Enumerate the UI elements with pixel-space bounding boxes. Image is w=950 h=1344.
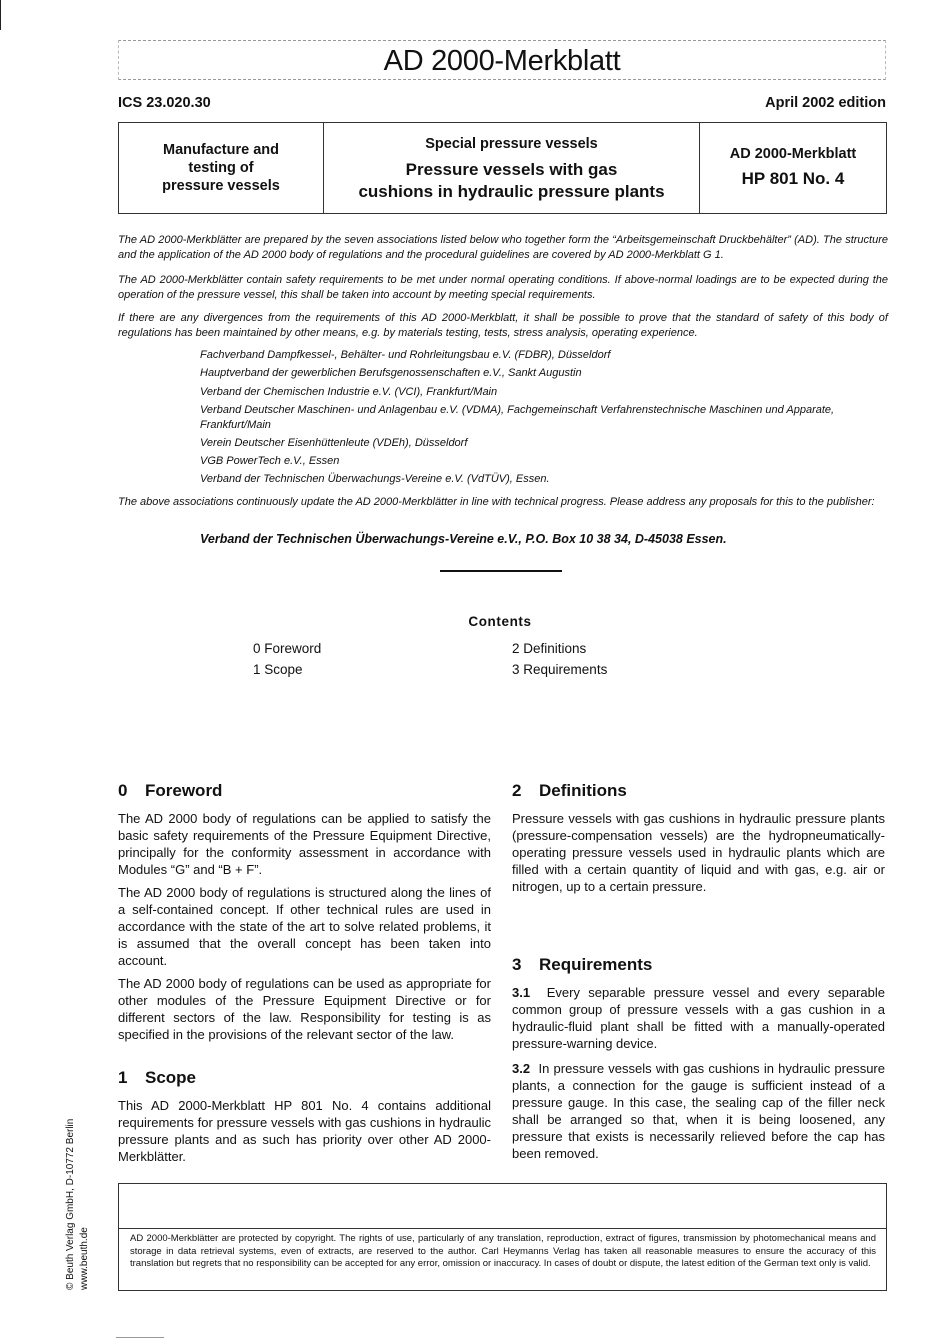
header-document-id [700, 123, 886, 213]
section-number: 0 [118, 781, 128, 800]
crop-mark [0, 0, 1, 30]
side-publisher-line: © Beuth Verlag GmbH, D-10772 Berlin [65, 1118, 76, 1290]
toc-item[interactable] [512, 659, 607, 680]
requirement-3-1 [512, 984, 885, 1052]
requirements-body [512, 984, 885, 1168]
requirement-3-2 [512, 1060, 885, 1162]
header-subtitle: Special pressure vessels [425, 136, 598, 152]
footer-rule [116, 1337, 164, 1338]
header-subject [324, 123, 700, 213]
divider [440, 570, 562, 572]
clause-number: 3.2 [512, 1061, 531, 1076]
association-item: Fachverband Dampfkessel-, Behälter- und Rohrleitungsbau e.V. (FDBR), Düsseldorf [200, 349, 611, 361]
toc-label: Scope [264, 662, 303, 677]
intro-paragraph: If there are any divergences from the requirements of this AD 2000-Merkblatt, it shall be possible to prove that the standard of safety of this body of regulations has been maintained by other means, e.g. by materials testing, tests, stress analysis, operating experience. [118, 312, 888, 339]
association-item: Verein Deutscher Eisenhüttenleute (VDEh), Düsseldorf [200, 437, 468, 449]
section-heading-foreword [118, 781, 222, 801]
header-main-title [324, 159, 699, 203]
toc-label: Requirements [523, 662, 608, 677]
header-category-line: Manufacture and [162, 142, 279, 158]
association-item: Verband der Chemischen Industrie e.V. (VCI), Frankfurt/Main [200, 386, 498, 398]
toc-item[interactable] [253, 659, 303, 680]
title-box [118, 40, 886, 80]
header-category-line: pressure vessels [162, 178, 280, 194]
document-title: AD 2000-Merkblatt [383, 45, 621, 77]
section-title: Foreword [145, 781, 223, 800]
section-number: 2 [512, 781, 522, 800]
header-series: AD 2000-Merkblatt [729, 146, 857, 162]
header-category-line: testing of [188, 160, 254, 176]
toc-label: Definitions [523, 641, 587, 656]
association-item: Verband der Technischen Überwachungs-Vereine e.V. (VdTÜV), Essen. [200, 473, 550, 485]
toc-number: 2 [512, 641, 520, 656]
section-title: Scope [145, 1068, 197, 1087]
copyright-notice: AD 2000-Merkblätter are protected by copyright. The rights of use, particularly of any translation, reproduction, extract of figures, transmission by photomechanical means and storage in data retrieval systems, even of extracts, are reserved to the author. Carl Heymanns Verlag has taken all reasonable measures to ensure the accuracy of this translation but regrets that no responsibility can be accepted for any error, omission or inaccuracy. In cases of doubt or dispute, the latest edition of the German text only is valid. [130, 1233, 876, 1269]
intro-paragraph: The AD 2000-Merkblätter are prepared by the seven associations listed below who together form the “Arbeitsgemeinschaft Druckbehälter” (AD). The structure and the application of the AD 2000 body of regulations and the procedural guidelines are covered by AD 2000-Merkblatt G 1. [118, 234, 888, 261]
toc-label: Foreword [264, 641, 322, 656]
toc-number: 1 [253, 662, 261, 677]
section-title: Definitions [539, 781, 627, 800]
section-heading-definitions [512, 781, 627, 801]
association-item: Hauptverband der gewerblichen Berufsgenossenschaften e.V., Sankt Augustin [200, 367, 582, 379]
update-note: The above associations continuously update the AD 2000-Merkblätter in line with technical progress. Please address any proposals for this to the publisher: [118, 496, 875, 508]
clause-text: In pressure vessels with gas cushions in hydraulic pressure plants, a connection for the gauge is sufficient instead of a pressure gauge. In this case, the sealing cap of the filler neck shall be arranged so that, when it is being loosened, any pressure that exists is necessarily relieved before the cap has been removed. [512, 1061, 885, 1161]
toc-number: 3 [512, 662, 520, 677]
header-title-line: cushions in hydraulic pressure plants [358, 182, 665, 201]
intro-paragraph: The AD 2000-Merkblätter contain safety requirements to be met under normal operating conditions. If above-normal loadings are to be expected during the operation of the pressure vessel, this shall be taken into account by meeting special requirements. [118, 274, 888, 301]
association-item: VGB PowerTech e.V., Essen [200, 455, 340, 467]
ics-code: ICS 23.020.30 [118, 95, 211, 111]
toc-item[interactable] [512, 638, 586, 659]
toc-item[interactable] [253, 638, 321, 659]
publisher-address: Verband der Technischen Überwachungs-Vereine e.V., P.O. Box 10 38 34, D-45038 Essen. [200, 532, 727, 546]
edition-date: April 2002 edition [765, 95, 886, 111]
toc-number: 0 [253, 641, 261, 656]
section-title: Requirements [539, 955, 653, 974]
side-publisher-note [64, 1100, 90, 1290]
clause-number: 3.1 [512, 985, 531, 1000]
header-number: HP 801 No. 4 [741, 169, 845, 188]
clause-text: Every separable pressure vessel and every separable common group of pressure vessels with a gas cushion in a hydraulic-fluid plant shall be fitted with a manually-operated pressure-warning device. [512, 985, 885, 1051]
definitions-body [512, 810, 885, 901]
foreword-body [118, 810, 491, 1049]
header-category [119, 123, 324, 213]
association-item: Verband Deutscher Maschinen- und Anlagenbau e.V. (VDMA), Fachgemeinschaft Verfahrenstechnische Maschinen und Apparate, Frankfurt/Main [200, 404, 835, 431]
section-heading-requirements [512, 955, 652, 975]
paragraph: The AD 2000 body of regulations can be applied to satisfy the basic safety requirements of the Pressure Equipment Directive, principally for the conformity assessment in accordance with Modules “G” and “B + F”. [118, 811, 491, 877]
scope-body [118, 1097, 491, 1171]
copyright-divider [119, 1228, 886, 1229]
paragraph: The AD 2000 body of regulations can be used as appropriate for other modules of the Pressure Equipment Directive or for different sectors of the law. Responsibility for testing is as specified in the provisions of the relevant sector of the law. [118, 976, 491, 1042]
contents-heading: Contents [468, 614, 532, 629]
header-table [118, 122, 887, 214]
section-number: 3 [512, 955, 522, 974]
section-number: 1 [118, 1068, 128, 1087]
section-heading-scope [118, 1068, 196, 1088]
side-publisher-url[interactable]: www.beuth.de [79, 1227, 90, 1290]
header-title-line: Pressure vessels with gas [405, 160, 618, 179]
paragraph: Pressure vessels with gas cushions in hydraulic pressure plants (pressure-compensation vessels) are the hydropneumatically-operating pressure vessels used in hydraulic plants which are filled with a certain quantity of liquid and with gas, e.g. air or nitrogen, up to a certain pressure. [512, 811, 885, 894]
paragraph: This AD 2000-Merkblatt HP 801 No. 4 contains additional requirements for pressure vessels with gas cushions in hydraulic pressure plants and as such has priority over other AD 2000-Merkblätter. [118, 1098, 491, 1164]
paragraph: The AD 2000 body of regulations is structured along the lines of a self-contained concept. If other technical rules are used in accordance with the state of the art to solve related problems, it is assumed that the overall concept has been taken into account. [118, 885, 491, 968]
